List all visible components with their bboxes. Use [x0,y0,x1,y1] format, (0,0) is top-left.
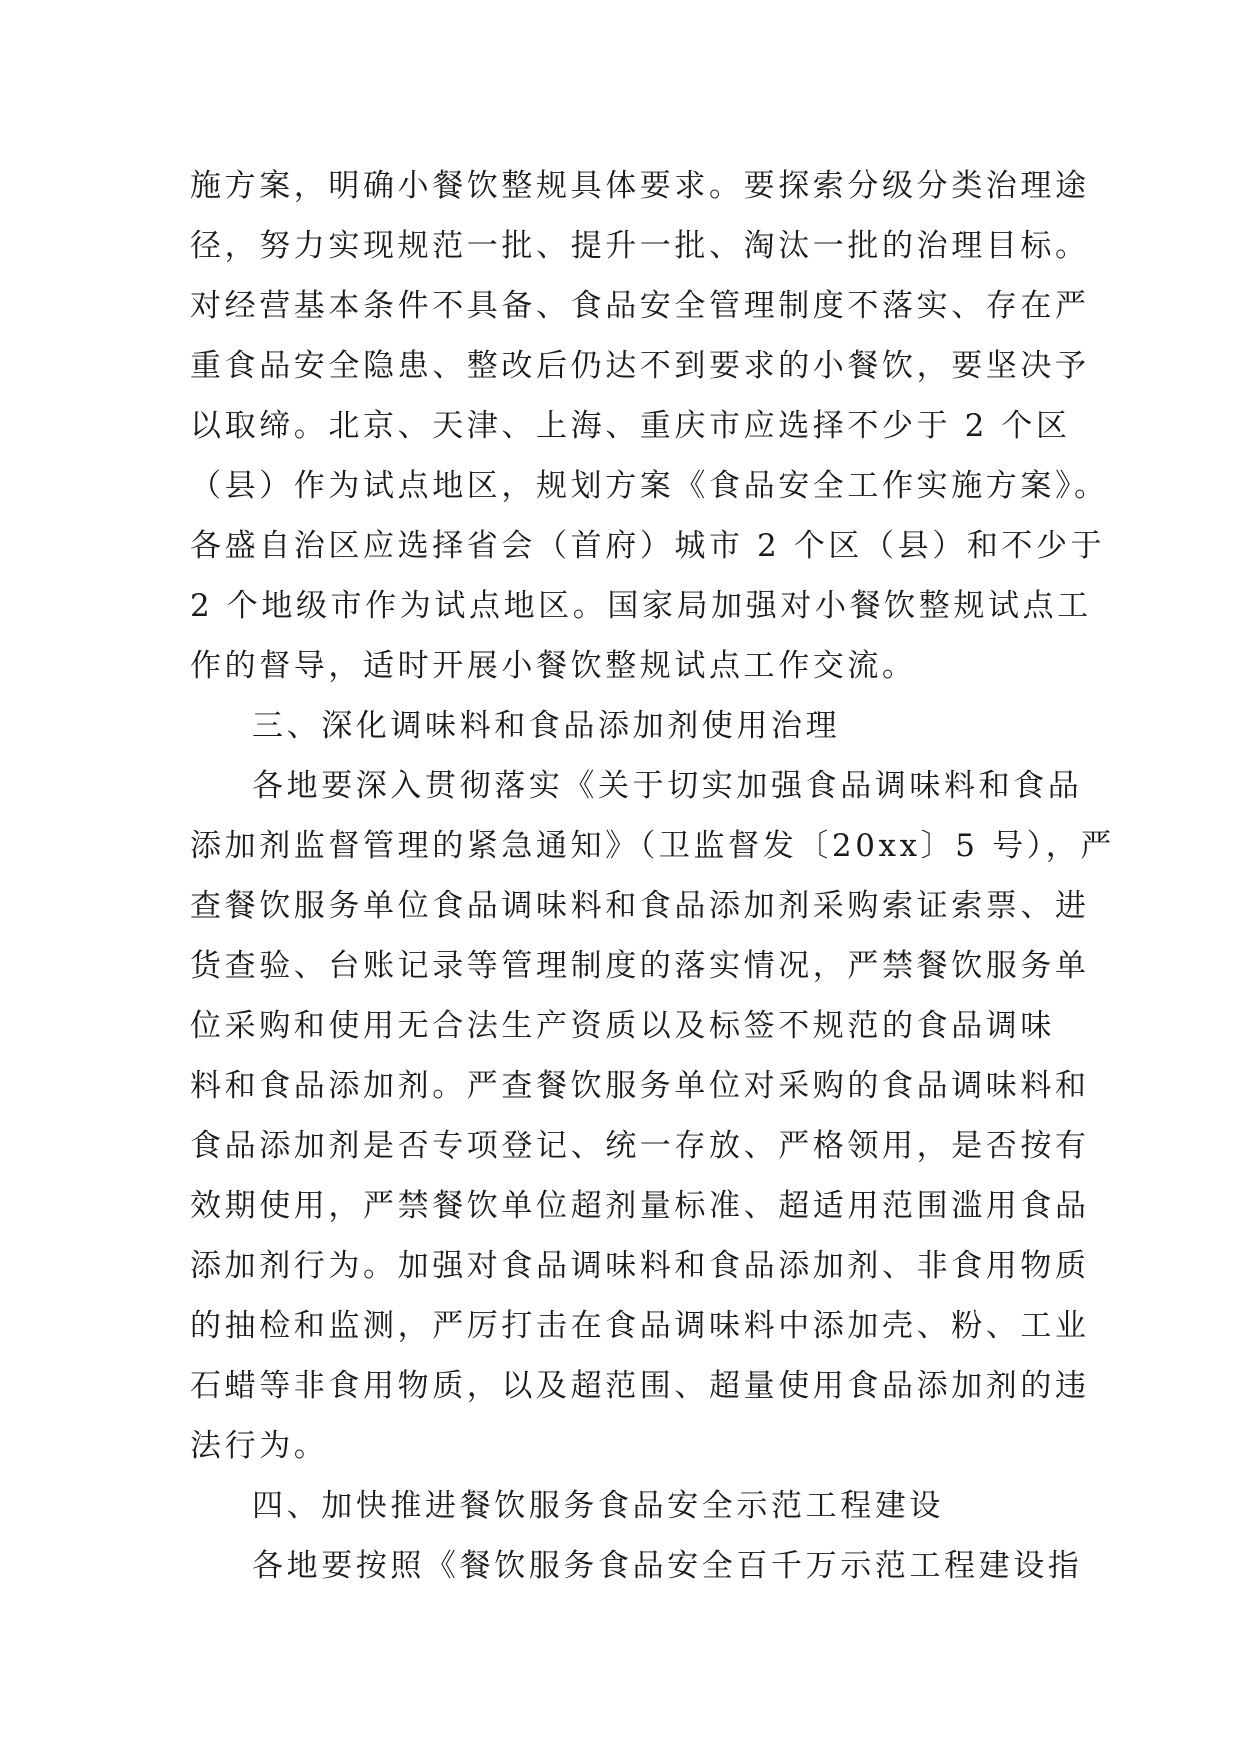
paragraph-start: 各地要深入贯彻落实《关于切实加强食品调味料和食品 [252,768,1083,804]
text-line: 施方案，明确小餐饮整规具体要求。要探索分级分类治理途 [190,168,1090,204]
section-heading-4: 四、加快推进餐饮服务食品安全示范工程建设 [252,1488,944,1524]
text-line: 效期使用，严禁餐饮单位超剂量标准、超适用范围滥用食品 [190,1188,1090,1224]
text-line: 重食品安全隐患、整改后仍达不到要求的小餐饮，要坚决予 [190,348,1090,384]
text-line: （县）作为试点地区，规划方案《食品安全工作实施方案》。 [190,468,1109,504]
text-line: 位采购和使用无合法生产资质以及标签不规范的食品调味 [190,1008,1055,1044]
text-line: 的抽检和监测，严厉打击在食品调味料中添加壳、粉、工业 [190,1308,1090,1344]
text-line: 查餐饮服务单位食品调味料和食品添加剂采购索证索票、进 [190,888,1090,924]
text-line: 法行为。 [190,1428,329,1464]
text-line: 以取缔。北京、天津、上海、重庆市应选择不少于 2 个区 [190,408,1071,444]
text-line: 各盛自治区应选择省会（首府）城市 2 个区（县）和不少于 [190,528,1106,564]
body-text [190,156,1115,1596]
paragraph-start: 各地要按照《餐饮服务食品安全百千万示范工程建设指 [252,1548,1083,1584]
text-line: 添加剂行为。加强对食品调味料和食品添加剂、非食用物质 [190,1248,1090,1284]
section-heading-3: 三、深化调味料和食品添加剂使用治理 [252,708,841,744]
text-line: 料和食品添加剂。严查餐饮服务单位对采购的食品调味料和 [190,1068,1090,1104]
text-line: 食品添加剂是否专项登记、统一存放、严格领用，是否按有 [190,1128,1090,1164]
text-line: 径，努力实现规范一批、提升一批、淘汰一批的治理目标。 [190,228,1090,264]
text-line: 2 个地级市作为试点地区。国家局加强对小餐饮整规试点工 [190,588,1092,624]
text-line: 货查验、台账记录等管理制度的落实情况，严禁餐饮服务单 [190,948,1090,984]
text-line: 对经营基本条件不具备、食品安全管理制度不落实、存在严 [190,288,1090,324]
text-line: 作的督导，适时开展小餐饮整规试点工作交流。 [190,648,917,684]
text-line: 石蜡等非食用物质，以及超范围、超量使用食品添加剂的违 [190,1368,1090,1404]
text-line: 添加剂监督管理的紧急通知》（卫监督发〔20xx〕5 号），严 [190,828,1115,864]
